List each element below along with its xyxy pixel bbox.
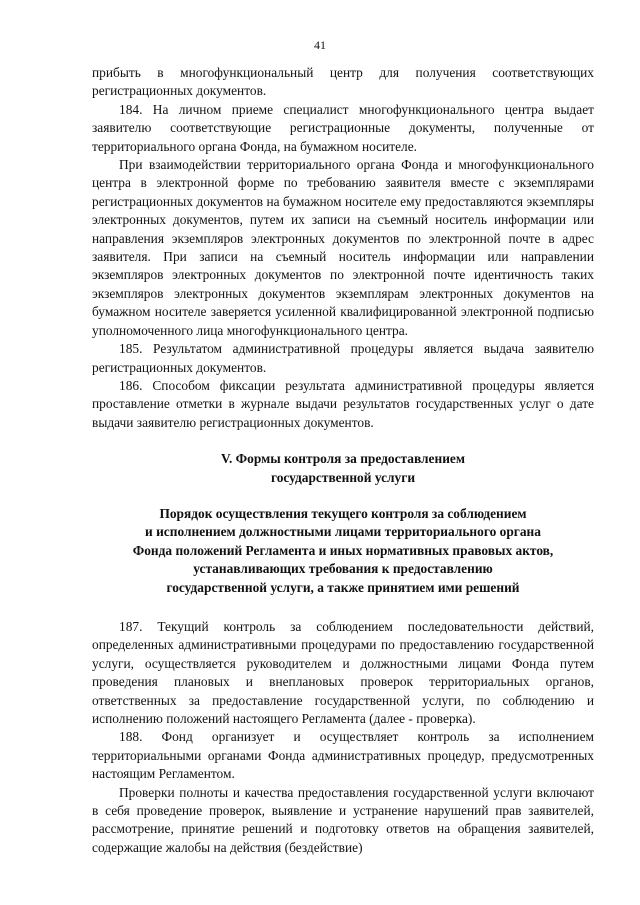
paragraph-185: 185. Результатом административной процедуры является выдача заявителю регистрационных документов. xyxy=(92,341,594,375)
paragraph-184: 184. На личном приеме специалист многофункционального центра выдает заявителю соответствующие регистрационные документы, полученные от территориального органа Фонда, на бумажном носителе. xyxy=(92,101,594,154)
section-heading-line: государственной услуги xyxy=(270,469,416,485)
paragraph-186: 186. Способом фиксации результата административной процедуры является проставление отметки в журнале выдачи результатов государственных услуг о дате выдачи заявителю регистрационных документов. xyxy=(92,377,594,430)
paragraph-187: 187. Текущий контроль за соблюдением последовательности действий, определенных административными процедурами по предоставлению государственной услуги, осуществляется руководителем и должностными лицами Фонда путем проведения плановых и внеплановых проверок территориальных органов, ответственных за предоставление государственной услуги, по соблюдению и исполнению положений настоящего Регламента (далее - проверка). xyxy=(92,618,594,726)
paragraph-188: 188. Фонд организует и осуществляет контроль за исполнением территориальными органами Фонда административных процедур, предусмотренных настоящим Регламентом. xyxy=(92,729,594,782)
sub-heading-line: и исполнением должностными лицами территориального органа xyxy=(145,524,541,540)
paragraph-checks: Проверки полноты и качества предоставления государственной услуги включают в себя проведение проверок, выявление и устранение нарушений прав заявителей, рассмотрение, принятие решений и подготовку ответов на обращения заявителей, содержащие жалобы на действия (бездействие) xyxy=(92,784,594,855)
sub-heading-line: Порядок осуществления текущего контроля за соблюдением xyxy=(159,505,527,521)
sub-heading xyxy=(92,505,594,597)
document-body xyxy=(92,64,594,857)
paragraph-continuation: прибыть в многофункциональный центр для получения соответствующих регистрационных документов. xyxy=(92,65,594,99)
sub-heading-line: устанавливающих требования к предоставлению xyxy=(193,561,493,577)
page-number: 41 xyxy=(314,38,326,52)
section-heading xyxy=(92,450,594,487)
sub-heading-line: государственной услуги, а также принятием ими решений xyxy=(166,579,520,595)
sub-heading-line: Фонда положений Регламента и иных нормативных правовых актов, xyxy=(132,542,554,558)
section-heading-line: V. Формы контроля за предоставлением xyxy=(221,451,465,467)
paragraph-interaction: При взаимодействии территориального органа Фонда и многофункционального центра в электронной форме по требованию заявителя вместе с экземплярами регистрационных документов на бумажном носителе ему предоставляются экземпляры электронных документов, путем их записи на съемный носитель информации или направления экземпляров электронных документов по электронной почте в адрес заявителя. При записи на съемный носитель информации или направлении экземпляров электронных документов по электронной почте идентичность таких экземпляров электронных документов экземплярам электронных документов на бумажном носителе заверяется усиленной квалифицированной электронной подписью уполномоченного лица многофункционального центра. xyxy=(92,157,594,338)
